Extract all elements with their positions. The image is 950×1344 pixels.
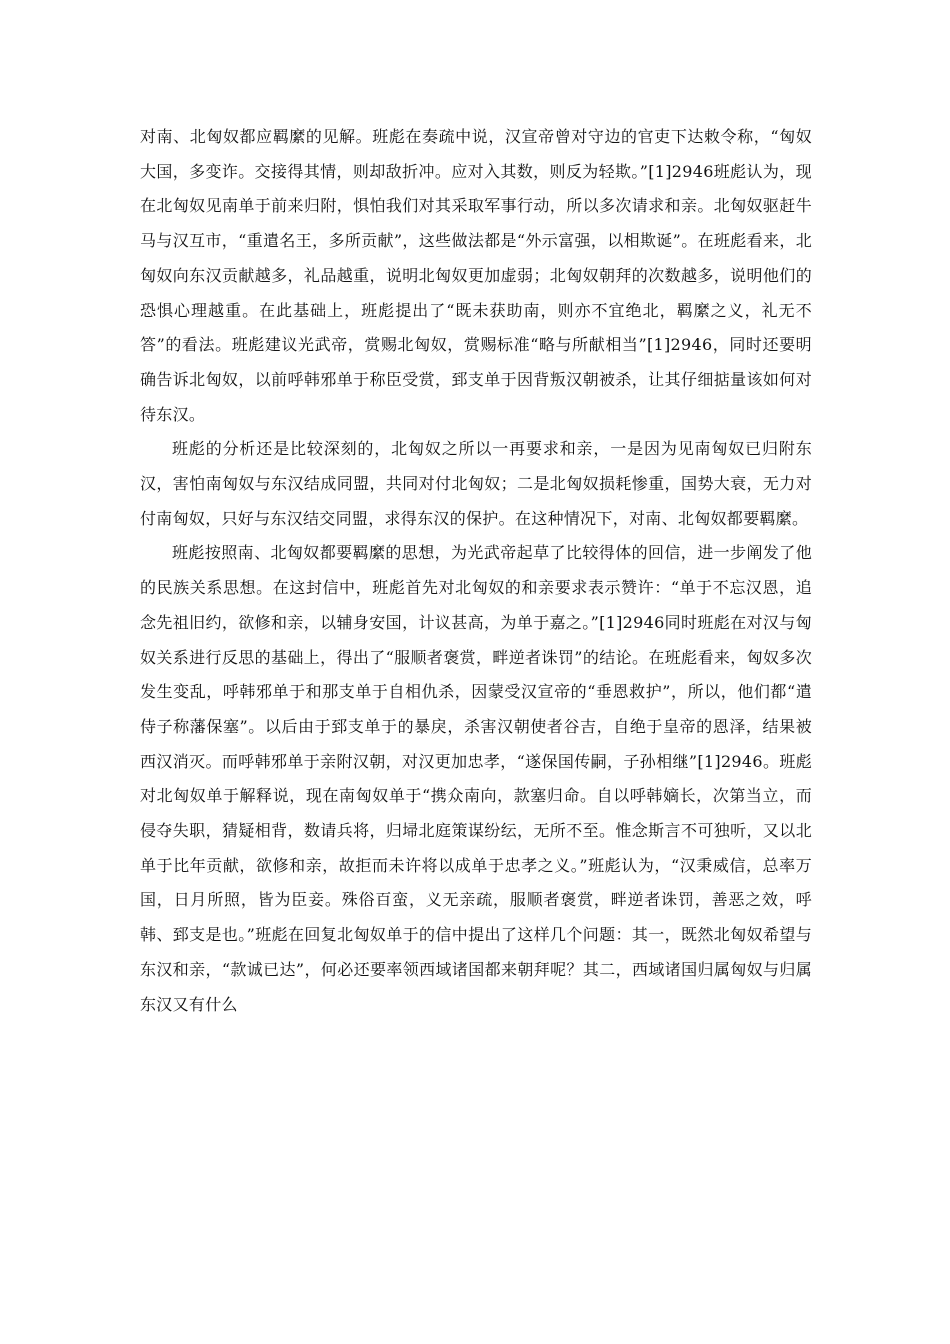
paragraph-3: 班彪按照南、北匈奴都要羁縻的思想，为光武帝起草了比较得体的回信，进一步阐发了他的民族关系思想。在这封信中，班彪首先对北匈奴的和亲要求表示赞许：“单于不忘汉恩，追念先祖旧约，欲修和亲，以辅身安国，计议甚高，为单于嘉之。”[1]2946同时班彪在对汉与匈奴关系进行反思的基础上，得出了“服顺者褒赏，畔逆者诛罚”的结论。在班彪看来，匈奴多次发生变乱，呼韩邪单于和那支单于自相仇杀，因蒙受汉宣帝的“垂恩救护”，所以，他们都“遣侍子称藩保塞”。以后由于郅支单于的暴戾，杀害汉朝使者谷吉，自绝于皇帝的恩泽，结果被西汉消灭。而呼韩邪单于亲附汉朝，对汉更加忠孝，“遂保国传嗣，子孙相继”[1]2946。班彪对北匈奴单于解释说，现在南匈奴单于“携众南向，款塞归命。自以呼韩嫡长，次第当立，而侵夺失职，猜疑相背，数请兵将，归埽北庭策谋纷纭，无所不至。惟念斯言不可独听，又以北单于比年贡献，欲修和亲，故拒而未许将以成单于忠孝之义。”班彪认为，“汉秉威信，总率万国，日月所照，皆为臣妾。殊俗百蛮，义无亲疏，服顺者褒赏，畔逆者诛罚，善恶之效，呼韩、郅支是也。”班彪在回复北匈奴单于的信中提出了这样几个问题：其一，既然北匈奴希望与东汉和亲，“款诚已达”，何必还要率领西域诸国都来朝拜呢？其二，西域诸国归属匈奴与归属东汉又有什么 <box>140 543 812 1014</box>
body-text <box>140 120 812 1022</box>
paragraph-1: 对南、北匈奴都应羁縻的见解。班彪在奏疏中说，汉宣帝曾对守边的官吏下达敕令称，“匈奴大国，多变诈。交接得其情，则却敌折冲。应对入其数，则反为轻欺。”[1]2946班彪认为，现在北匈奴见南单于前来归附，惧怕我们对其采取军事行动，所以多次请求和亲。北匈奴驱赶牛马与汉互市，“重遣名王，多所贡献”，这些做法都是“外示富强，以相欺诞”。在班彪看来，北匈奴向东汉贡献越多，礼品越重，说明北匈奴更加虚弱；北匈奴朝拜的次数越多，说明他们的恐惧心理越重。在此基础上，班彪提出了“既未获助南，则亦不宜绝北，羁縻之义，礼无不答”的看法。班彪建议光武帝，赏赐北匈奴，赏赐标准“略与所献相当”[1]2946，同时还要明确告诉北匈奴，以前呼韩邪单于称臣受赏，郅支单于因背叛汉朝被杀，让其仔细掂量该如何对待东汉。 <box>140 127 812 424</box>
paragraph-2: 班彪的分析还是比较深刻的，北匈奴之所以一再要求和亲，一是因为见南匈奴已归附东汉，害怕南匈奴与东汉结成同盟，共同对付北匈奴；二是北匈奴损耗惨重，国势大衰，无力对付南匈奴，只好与东汉结交同盟，求得东汉的保护。在这种情况下，对南、北匈奴都要羁縻。 <box>140 439 812 528</box>
